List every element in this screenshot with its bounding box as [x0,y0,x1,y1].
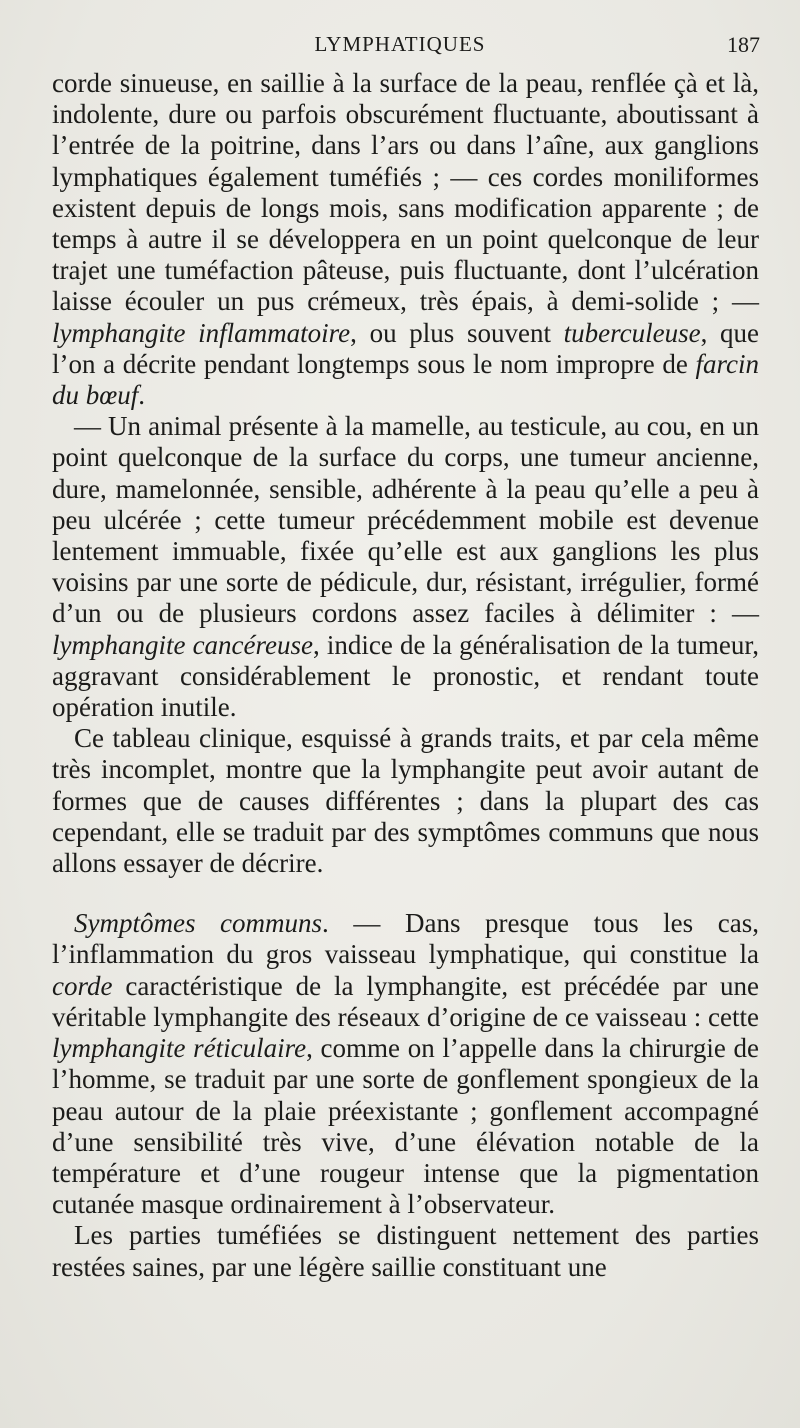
paragraph [52,411,759,723]
paragraph-continuation [52,68,759,411]
text-segment: , ou plus souvent [350,317,564,348]
text-segment: caractéristique de la lymphangite, est précédée par une véritable lymphangite des réseaux d’origine de ce vaisseau : cette [52,970,759,1032]
page-header [0,28,800,62]
italic-term: lymphangite réticulaire [52,1033,307,1064]
paragraph [52,1220,759,1282]
text-segment: , comme on l’appelle dans la chirurgie de l’homme, se traduit par une sorte de gonflement spongieux de la peau autour de la plaie préexistante ; gonflement accompagné d’une sensibilité très vive, d’une élévation notable de la température et d’une rougeur intense que la pigmentation cutanée masque ordinairement à l’observateur. [52,1033,759,1220]
body-text [52,68,759,1283]
italic-term: corde [52,970,113,1001]
text-segment: — Un animal présente à la mamelle, au testicule, au cou, en un point quelconque de la surface du corps, une tumeur ancienne, dure, mamelonnée, sensible, adhérente à la peau qu’elle a peu à peu ulcérée ; cette tumeur précédemment mobile est devenue lentement immuable, fixée qu’elle est aux ganglions les plus voisins par une sorte de pédicule, dur, résistant, irrégulier, formé d’un ou de plusieurs cordons assez faciles à délimiter : — [52,411,759,629]
italic-term: tuberculeuse [563,317,701,348]
text-segment: , que l’on a décrite pendant longtemps sous le nom impropre de [52,317,760,379]
text-segment: Les parties tuméfiées se distinguent nettement des parties restées saines, par une légère saillie constituant une [52,1220,759,1282]
text-segment: Ce tableau clinique, esquissé à grands traits, et par cela même très incomplet, montre que la lymphangite peut avoir autant de formes que de causes différentes ; dans la plupart des cas cependant, elle se traduit par des symptômes communs que nous allons essayer de décrire. [52,723,759,879]
section-heading: Symptômes communs [74,908,323,939]
section-paragraph [52,908,759,1220]
paragraph [52,723,759,879]
page-number: 187 [727,32,760,57]
text-segment: . — Dans presque tous les cas, l’inflammation du gros vaisseau lymphatique, qui constitue la [52,908,759,970]
text-segment: corde sinueuse, en saillie à la surface de la peau, renflée çà et là, indolente, dure ou parfois obscurément fluctuante, aboutissant à l’entrée de la poitrine, dans l’ars ou dans l’aîne, aux ganglions lymphatiques également tuméfiés ; — ces cordes moniliformes existent depuis de longs mois, sans modification apparente ; de temps à autre il se développera en un point quelconque de leur trajet une tuméfaction pâteuse, puis fluctuante, dont l’ulcération laisse écouler un pus crémeux, très épais, à demi-solide ; — [52,68,759,317]
italic-term: farcin du bœuf [52,348,759,411]
text-segment: . [138,380,146,411]
italic-term: lymphangite cancéreuse [52,629,314,660]
italic-term: lymphangite inflammatoire [52,317,351,348]
text-segment: , indice de la généralisation de la tumeur, aggravant considérablement le pronostic, et rendant toute opération inutile. [52,629,759,723]
running-title: LYMPHATIQUES [314,32,486,56]
